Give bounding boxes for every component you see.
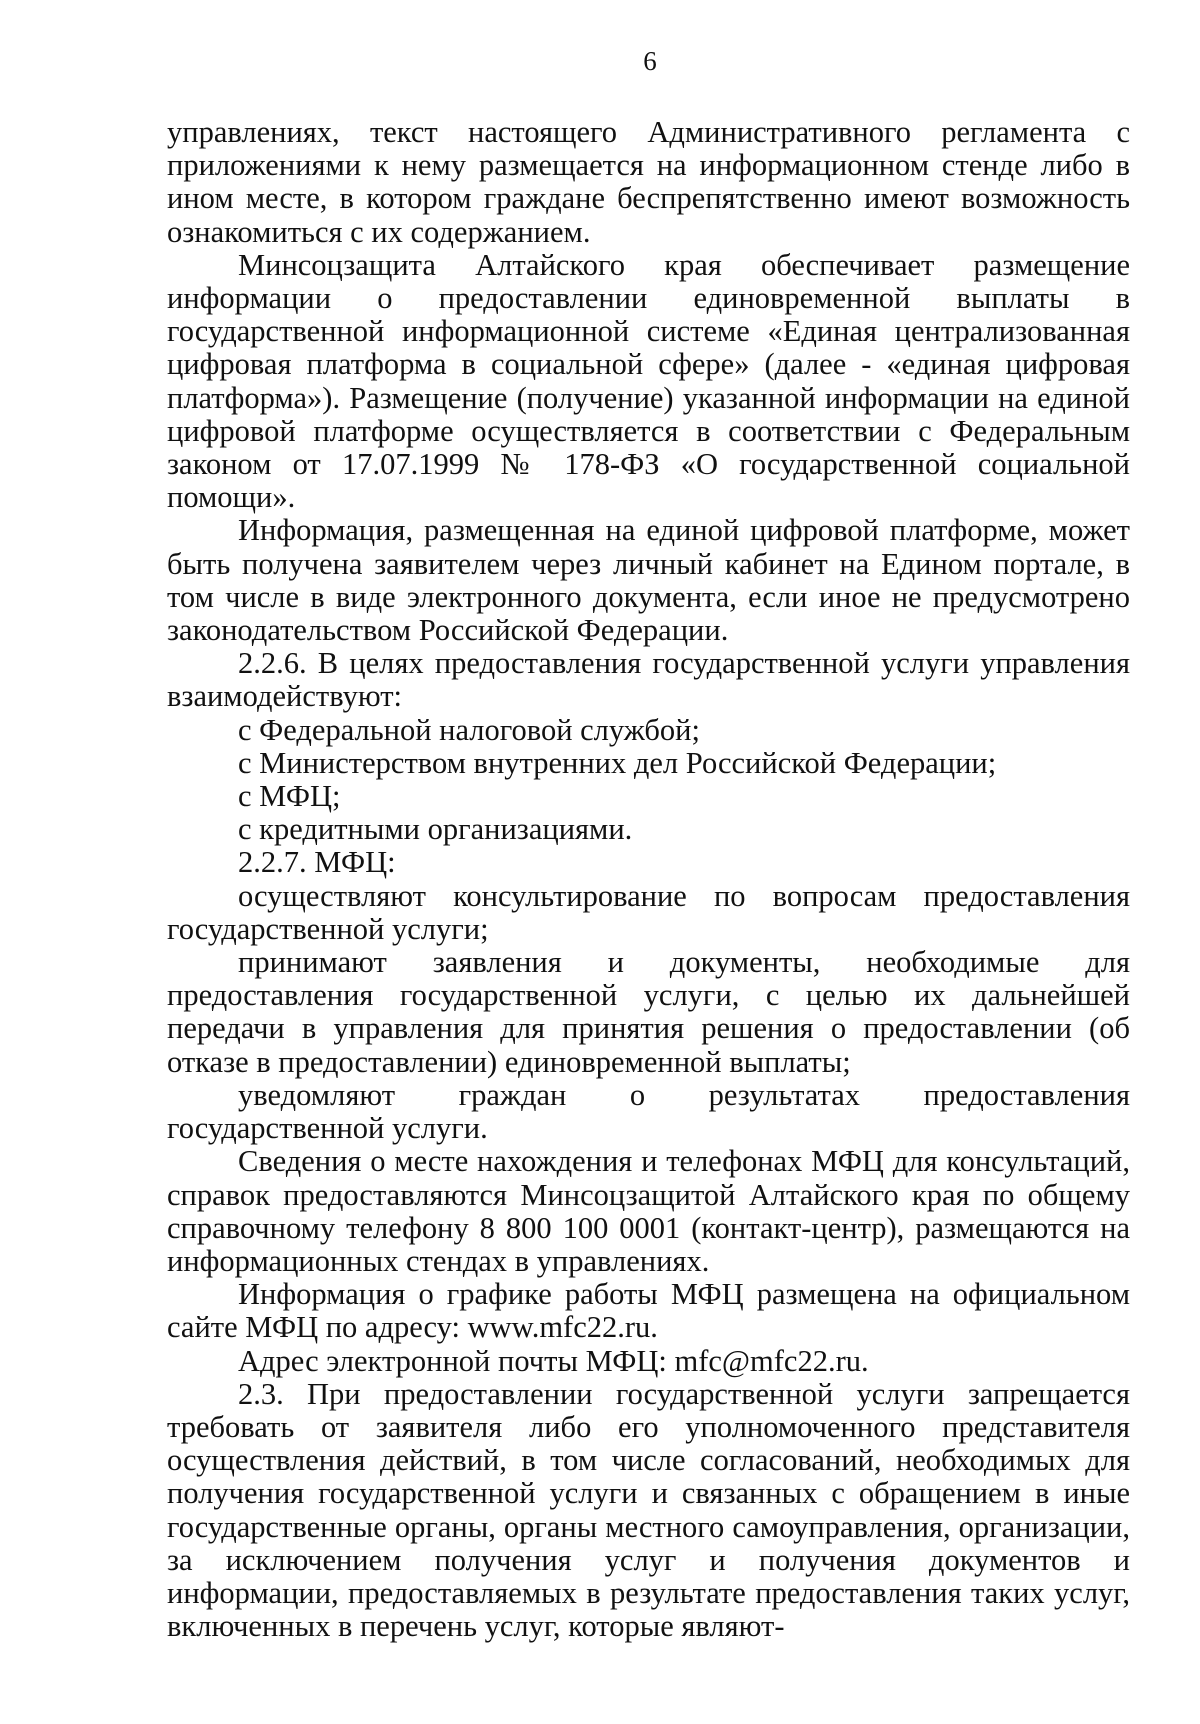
paragraph-mfc-schedule: Информация о графике работы МФЦ размещена на официальном сайте МФЦ по адресу: www.mfc22.ru. [167, 1277, 1130, 1345]
list-item-interior-ministry: с Министерством внутренних дел Российской Федерации; [238, 745, 997, 780]
paragraph-mfc-notifying: уведомляют граждан о результатах предоставления государственной услуги. [167, 1077, 1130, 1146]
paragraph-2-2-6-heading: 2.2.6. В целях предоставления государственной услуги управления взаимодействуют: [167, 646, 1130, 714]
list-item-tax-service: с Федеральной налоговой службой; [238, 712, 700, 747]
paragraph-mfc-consulting: осуществляют консультирование по вопросам предоставления государственной услуги; [167, 878, 1130, 946]
paragraph-2-3-prohibition: 2.3. При предоставлении государственной услуги запрещается требовать от заявителя либо его уполномоченного представителя осуществления действий, в том числе согласований, необходимых для получения государственной услуги и связанных с обращением в иные государственные органы, органы местного самоуправления, организации, за исключением получения услуг и получения документов и информации, предоставляемых в результате предоставления таких услуг, включенных в перечень услуг, которые являют- [167, 1376, 1130, 1644]
document-body [167, 116, 1130, 1643]
paragraph-personal-cabinet: Информация, размещенная на единой цифровой платформе, может быть получена заявителем через личный кабинет на Едином портале, в том числе в виде электронного документа, если иное не предусмотрено законодательством Российской Федерации. [167, 513, 1130, 648]
paragraph-mfc-contacts: Сведения о месте нахождения и телефонах МФЦ для консультаций, справок предоставляются Минсоцзащитой Алтайского края по общему справочному телефону 8 800 100 0001 (контакт-центр), размещаются на информационных стендах в управлениях. [167, 1144, 1130, 1278]
paragraph-mfc-email: Адрес электронной почты МФЦ: mfc@mfc22.ru. [238, 1343, 869, 1378]
paragraph-digital-platform: Минсоцзащита Алтайского края обеспечивает размещение информации о предоставлении единовременной выплаты в государственной информационной системе «Единая централизованная цифровая платформа в социальной сфере» (далее - «единая цифровая платформа»). Размещение (получение) указанной информации на единой цифровой платформе осуществляется в соответствии с Федеральным законом от 17.07.1999 № 178-ФЗ «О государственной социальной помощи». [167, 247, 1130, 515]
page-number: 6 [643, 46, 657, 76]
list-item-mfc: с МФЦ; [238, 779, 341, 814]
paragraph-2-2-7-heading: 2.2.7. МФЦ: [238, 845, 396, 880]
paragraph-info-placement: управлениях, текст настоящего Административного регламента с приложениями к нему размещается на информационном стенде либо в ином месте, в котором граждане беспрепятственно имеют возможность ознакомиться с их содержанием. [167, 115, 1130, 249]
paragraph-mfc-accepting: принимают заявления и документы, необходимые для предоставления государственной услуги, с целью их дальнейшей передачи в управления для принятия решения о предоставлении (об отказе в предоставлении) единовременной выплаты; [167, 945, 1130, 1079]
list-item-credit-organizations: с кредитными организациями. [238, 812, 633, 847]
